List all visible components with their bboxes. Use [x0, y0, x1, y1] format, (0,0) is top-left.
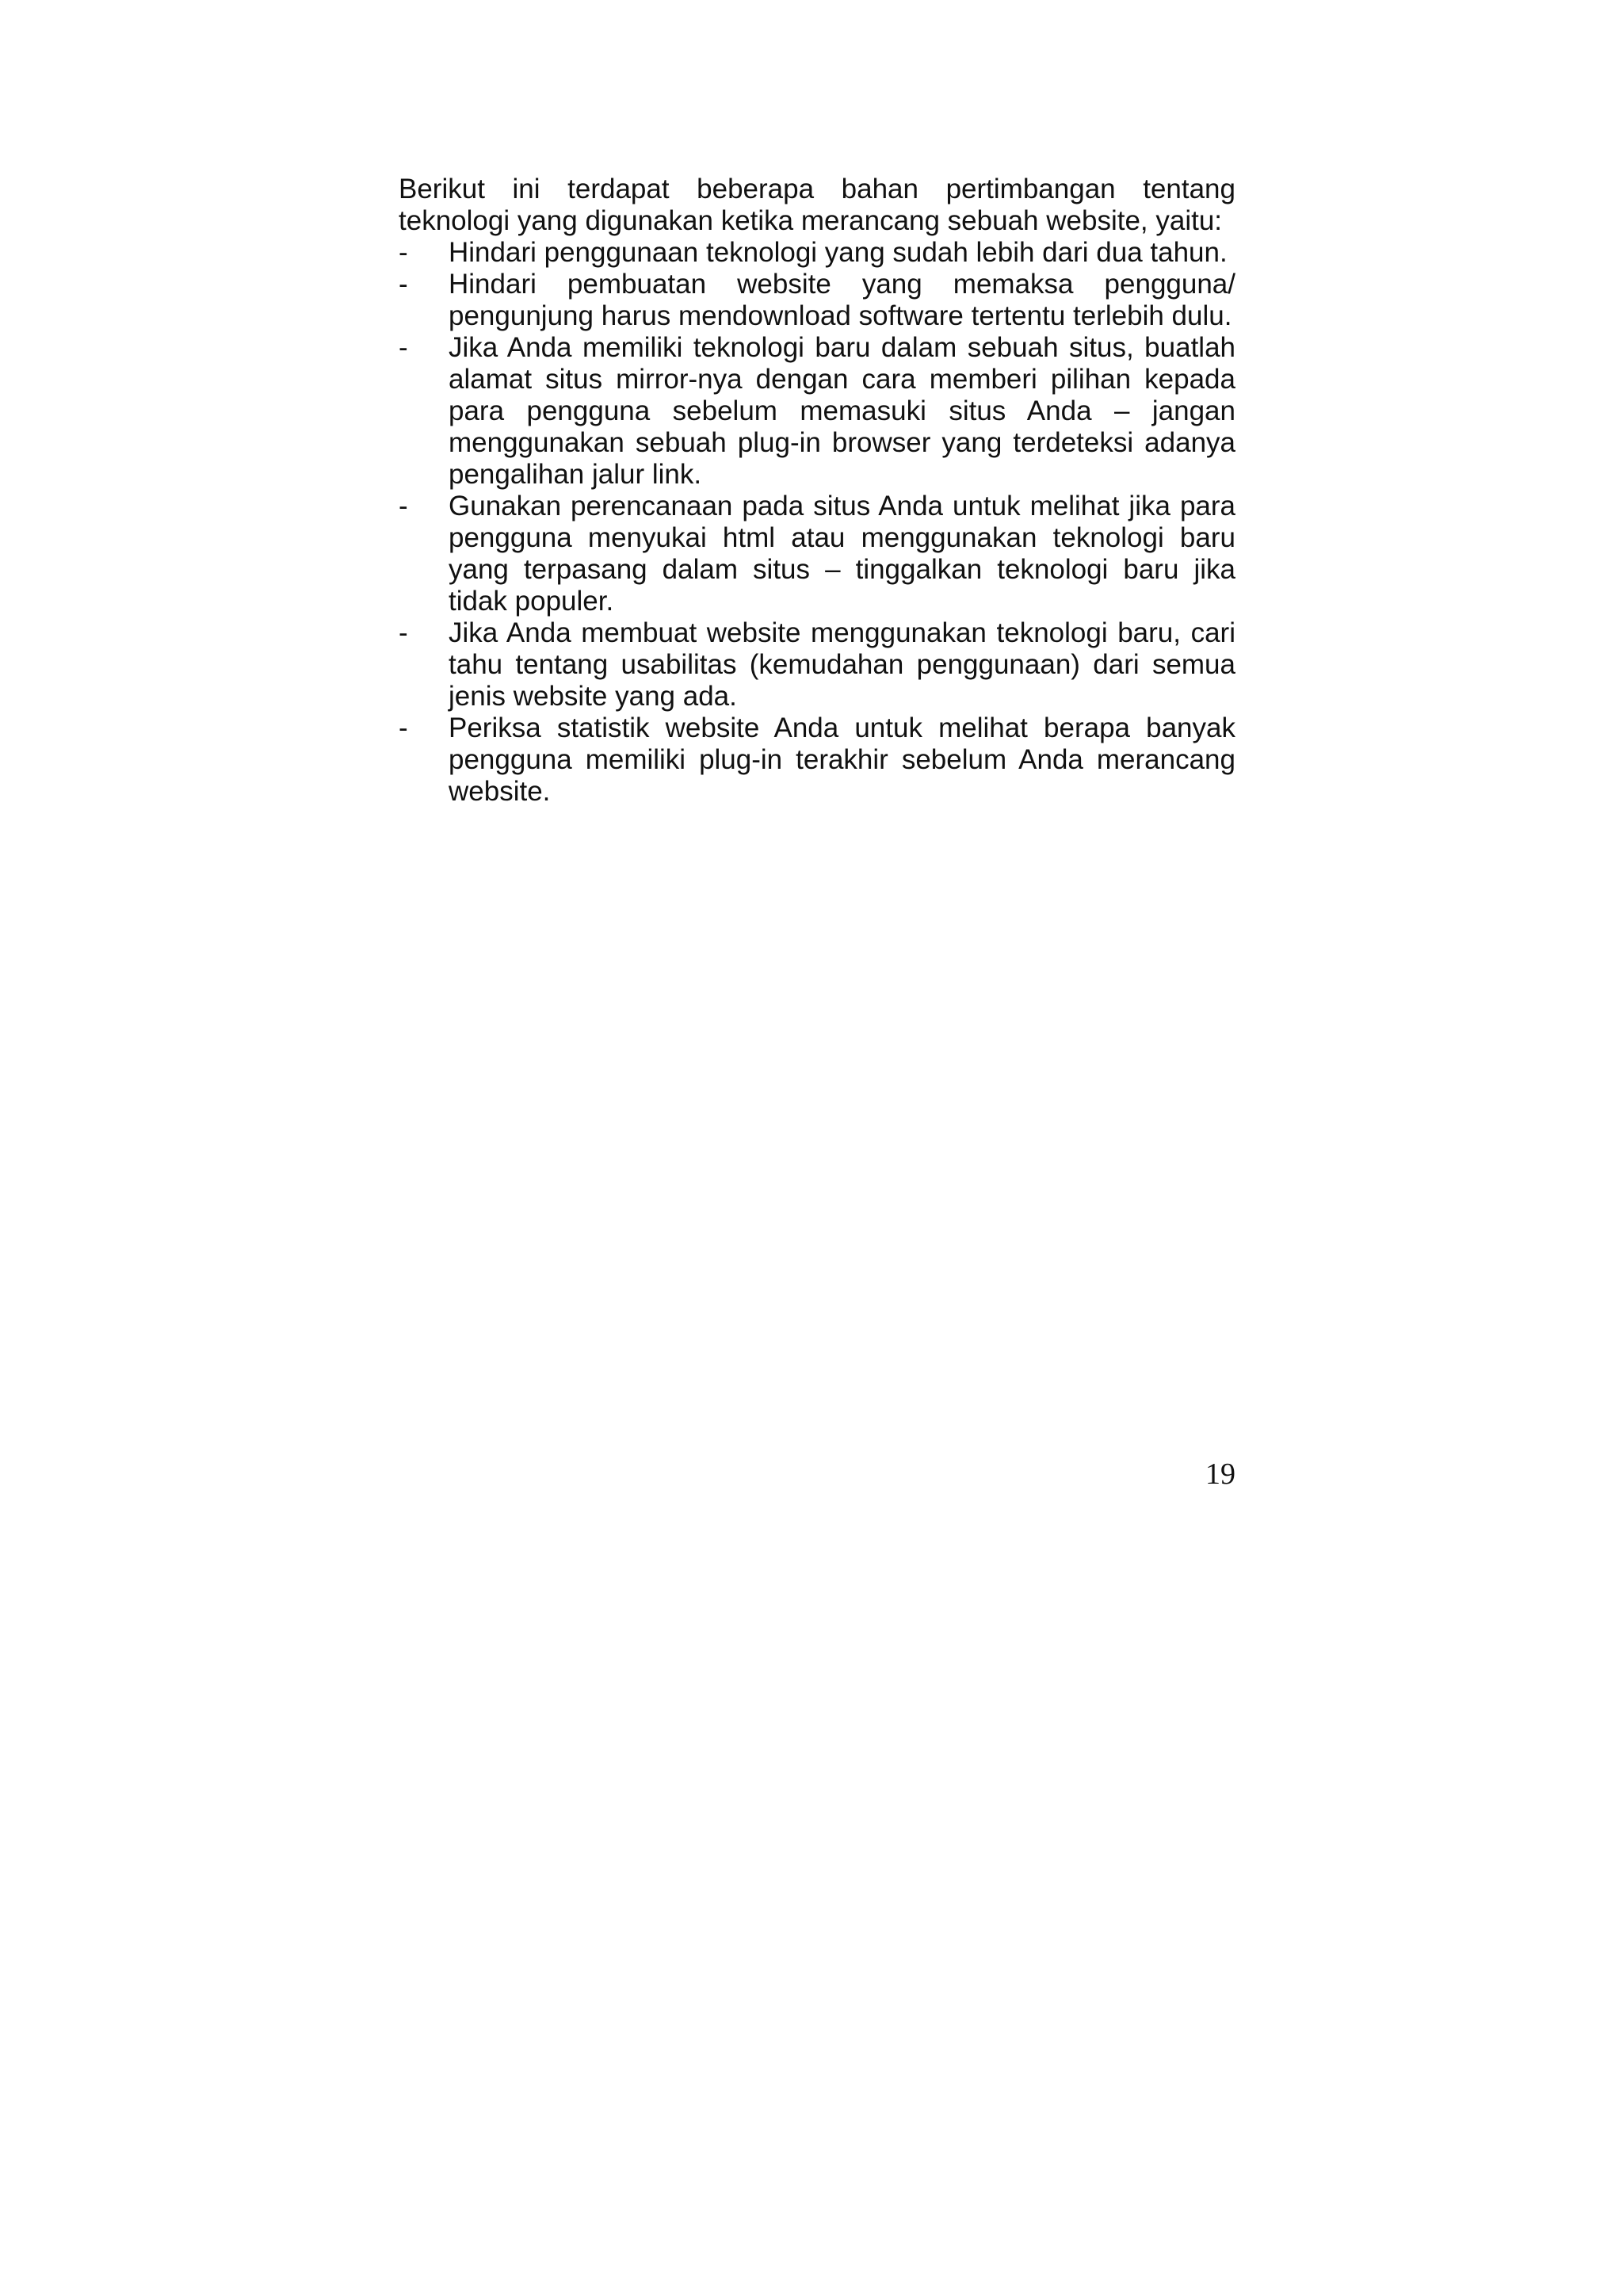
- list-item-text: Jika Anda memiliki teknologi baru dalam sebuah situs, buatlah alamat situs mirror-nya dengan cara memberi pilihan kepada para pengguna sebelum memasuki situs Anda – jangan menggunakan sebuah plug-in browser yang terdeteksi adanya pengalihan jalur link.: [449, 332, 1235, 490]
- list-item-text: Gunakan perencanaan pada situs Anda untuk melihat jika para pengguna menyukai html atau menggunakan teknologi baru yang terpasang dalam situs – tinggalkan teknologi baru jika tidak populer.: [449, 491, 1235, 617]
- list-item-text: Periksa statistik website Anda untuk melihat berapa banyak pengguna memiliki plug-in terakhir sebelum Anda merancang website.: [449, 712, 1235, 807]
- list-item-text: Hindari penggunaan teknologi yang sudah lebih dari dua tahun.: [449, 237, 1228, 268]
- page-number: 19: [1205, 1457, 1235, 1491]
- list-item: [399, 237, 1235, 269]
- bullet-list: [399, 237, 1235, 808]
- list-item-text: Jika Anda membuat website menggunakan teknologi baru, cari tahu tentang usabilitas (kemudahan penggunaan) dari semua jenis website yang ada.: [449, 617, 1235, 712]
- bullet-dash: -: [399, 712, 408, 743]
- body-text: [399, 174, 1235, 808]
- bullet-dash: -: [399, 237, 408, 268]
- bullet-dash: -: [399, 617, 408, 648]
- bullet-dash: -: [399, 491, 408, 521]
- list-item-text: Hindari pembuatan website yang memaksa pengguna/ pengunjung harus mendownload software tertentu terlebih dulu.: [449, 269, 1235, 331]
- list-item: [399, 332, 1235, 491]
- bullet-dash: -: [399, 332, 408, 363]
- list-item: [399, 269, 1235, 332]
- list-item: [399, 712, 1235, 808]
- list-item: [399, 617, 1235, 712]
- bullet-dash: -: [399, 269, 408, 300]
- intro-paragraph: Berikut ini terdapat beberapa bahan pertimbangan tentang teknologi yang digunakan ketika merancang sebuah website, yaitu:: [399, 174, 1235, 236]
- list-item: [399, 491, 1235, 617]
